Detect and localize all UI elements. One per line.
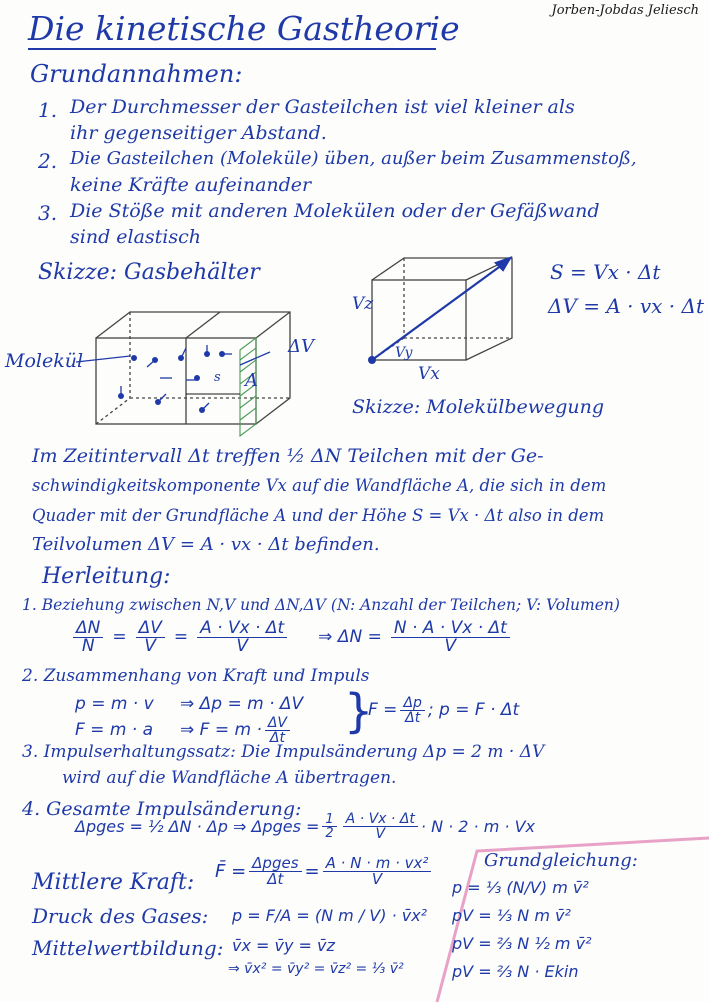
fraction-denominator: N bbox=[81, 636, 95, 656]
equals-sign: = bbox=[304, 860, 320, 882]
paragraph-line-3: Quader mit der Grundfläche A und der Höhe S = Vx · Δt also in dem bbox=[32, 506, 605, 525]
assumption-3-line1: Die Stöße mit anderen Molekülen oder der Gefäßwand bbox=[70, 200, 600, 222]
pressure-equation: p = F/A = (N m / V) · v̄x² bbox=[232, 906, 428, 925]
curly-brace: } bbox=[344, 684, 374, 738]
fraction-numerator: N · A · Vx · Δt bbox=[391, 620, 510, 638]
step-4-lhs: Δpges = ½ ΔN · Δp ⇒ Δpges = bbox=[75, 816, 320, 836]
fraction-numerator: A · Vx · Δt bbox=[343, 812, 418, 827]
fraction-numerator: Δpges bbox=[249, 856, 301, 872]
momentum-def: p = m · v bbox=[75, 694, 154, 714]
fraction-denominator: Δt bbox=[267, 870, 284, 888]
fraction-denominator: Δt bbox=[269, 730, 285, 746]
vx-label: Vx bbox=[418, 364, 440, 384]
assumptions-heading: Grundannahmen: bbox=[30, 60, 243, 88]
author-name: Jorben-Jobdas Jeliesch bbox=[551, 3, 699, 18]
basic-equation-line: pV = ⅔ N ½ m v̄² bbox=[452, 934, 592, 953]
paragraph-line-4: Teilvolumen ΔV = A · vx · Δt befinden. bbox=[32, 534, 380, 555]
fraction-denominator: V bbox=[375, 826, 386, 842]
vz-label: Vz bbox=[352, 294, 374, 314]
fraction-numerator: A · N · m · vx² bbox=[323, 856, 432, 872]
momentum-change: ⇒ Δp = m · ΔV bbox=[180, 694, 304, 714]
force-def: F = m · a bbox=[75, 720, 154, 740]
distance-s-label: s bbox=[214, 370, 221, 385]
fraction-denominator: V bbox=[444, 636, 457, 656]
page-title: Die kinetische Gastheorie bbox=[28, 9, 460, 48]
averaging-equation-2: ⇒ v̄x² = v̄y² = v̄z² = ⅓ v̄² bbox=[228, 961, 404, 977]
equation-delta-v: ΔV = A · vx · Δt bbox=[548, 294, 705, 318]
step-4-rhs: · N · 2 · m · Vx bbox=[420, 816, 535, 836]
paragraph-line-2: schwindigkeitskomponente Vx auf die Wandfläche A, die sich in dem bbox=[32, 476, 607, 495]
assumption-number: 2. bbox=[38, 149, 58, 173]
step-2-title: 2. Zusammenhang von Kraft und Impuls bbox=[22, 666, 370, 686]
basic-equation-line: p = ⅓ (N/V) m v̄² bbox=[452, 878, 589, 897]
assumption-3-line2: sind elastisch bbox=[70, 226, 202, 248]
basic-equation-line: pV = ⅓ N m v̄² bbox=[452, 906, 571, 925]
averaging-label: Mittelwertbildung: bbox=[32, 936, 224, 960]
assumption-1-line1: Der Durchmesser der Gasteilchen ist viel kleiner als bbox=[70, 96, 575, 118]
force-lhs: ⇒ F = m · bbox=[180, 720, 262, 740]
fraction-numerator: A · Vx · Δt bbox=[197, 620, 287, 638]
force-equals: F = bbox=[368, 700, 398, 720]
fraction-numerator: 1 bbox=[322, 813, 336, 827]
force-impulse-relation bbox=[368, 696, 519, 725]
fraction-denominator: V bbox=[144, 636, 157, 656]
equation-s: S = Vx · Δt bbox=[550, 260, 661, 284]
paragraph-line-1: Im Zeitintervall Δt treffen ½ ΔN Teilchen mit der Ge- bbox=[32, 445, 544, 467]
fraction-numerator: ΔV bbox=[136, 620, 165, 638]
step-1-equation: $\frac{\Delta N}{N}$ = $\frac{\Delta V}{V}$ = $\frac{A \cdot Vx \cdot \Delta t}{V}$ ⇒ ΔN = $\frac{N \cdot A \cdot Vx \cdot \Delta t}{V}$ bbox=[70, 620, 513, 655]
averaging-equation-1: v̄x = v̄y = v̄z bbox=[232, 936, 335, 955]
step-4-title: 4. Gesamte Impulsänderung: bbox=[22, 798, 302, 820]
fraction-numerator: ΔN bbox=[73, 620, 103, 638]
fraction-denominator: 2 bbox=[325, 826, 334, 841]
assumption-2-line2: keine Kräfte aufeinander bbox=[70, 174, 312, 196]
mean-force-label: Mittlere Kraft: bbox=[32, 870, 195, 895]
fraction-denominator: V bbox=[371, 870, 383, 888]
molecule-label: Molekül bbox=[5, 350, 84, 372]
impulse-equals: ; p = F · Δt bbox=[427, 700, 520, 720]
implies-delta-n: ⇒ ΔN = bbox=[318, 627, 382, 647]
sketch-motion-label: Skizze: Molekülbewegung bbox=[352, 396, 605, 418]
fraction-numerator: ΔV bbox=[265, 716, 290, 731]
basic-equation-heading: Grundgleichung: bbox=[484, 850, 638, 871]
assumption-number: 3. bbox=[38, 201, 58, 225]
mean-force-equation bbox=[215, 856, 434, 887]
fraction-numerator: Δp bbox=[400, 696, 424, 711]
assumption-number: 1. bbox=[38, 98, 58, 122]
step-3-line-2: wird auf die Wandfläche A übertragen. bbox=[62, 768, 397, 788]
sketch-container-label: Skizze: Gasbehälter bbox=[38, 260, 260, 285]
mean-force-lhs: F̄ = bbox=[215, 860, 247, 882]
assumption-2-line1: Die Gasteilchen (Moleküle) üben, außer beim Zusammenstoß, bbox=[70, 148, 637, 169]
step-3-line-1: 3. Impulserhaltungssatz: Die Impulsänderung Δp = 2 m · ΔV bbox=[22, 742, 545, 762]
basic-equation-line: pV = ⅔ N · Ekin bbox=[452, 962, 579, 981]
fraction-denominator: V bbox=[236, 636, 248, 656]
assumption-1-line2: ihr gegenseitiger Abstand. bbox=[70, 122, 327, 144]
pressure-label: Druck des Gases: bbox=[32, 904, 209, 928]
area-a-label: A bbox=[245, 370, 258, 391]
derivation-heading: Herleitung: bbox=[42, 564, 171, 589]
title-underline bbox=[28, 48, 436, 50]
force-derivation bbox=[180, 716, 293, 745]
fraction-denominator: Δt bbox=[405, 710, 421, 726]
vy-label: Vy bbox=[395, 345, 413, 361]
molecule-motion-sketch bbox=[0, 240, 520, 390]
step-1-title: 1. Beziehung zwischen N,V und ΔN,ΔV (N: Anzahl der Teilchen; V: Volumen) bbox=[22, 596, 620, 614]
delta-v-label: ΔV bbox=[288, 336, 314, 357]
